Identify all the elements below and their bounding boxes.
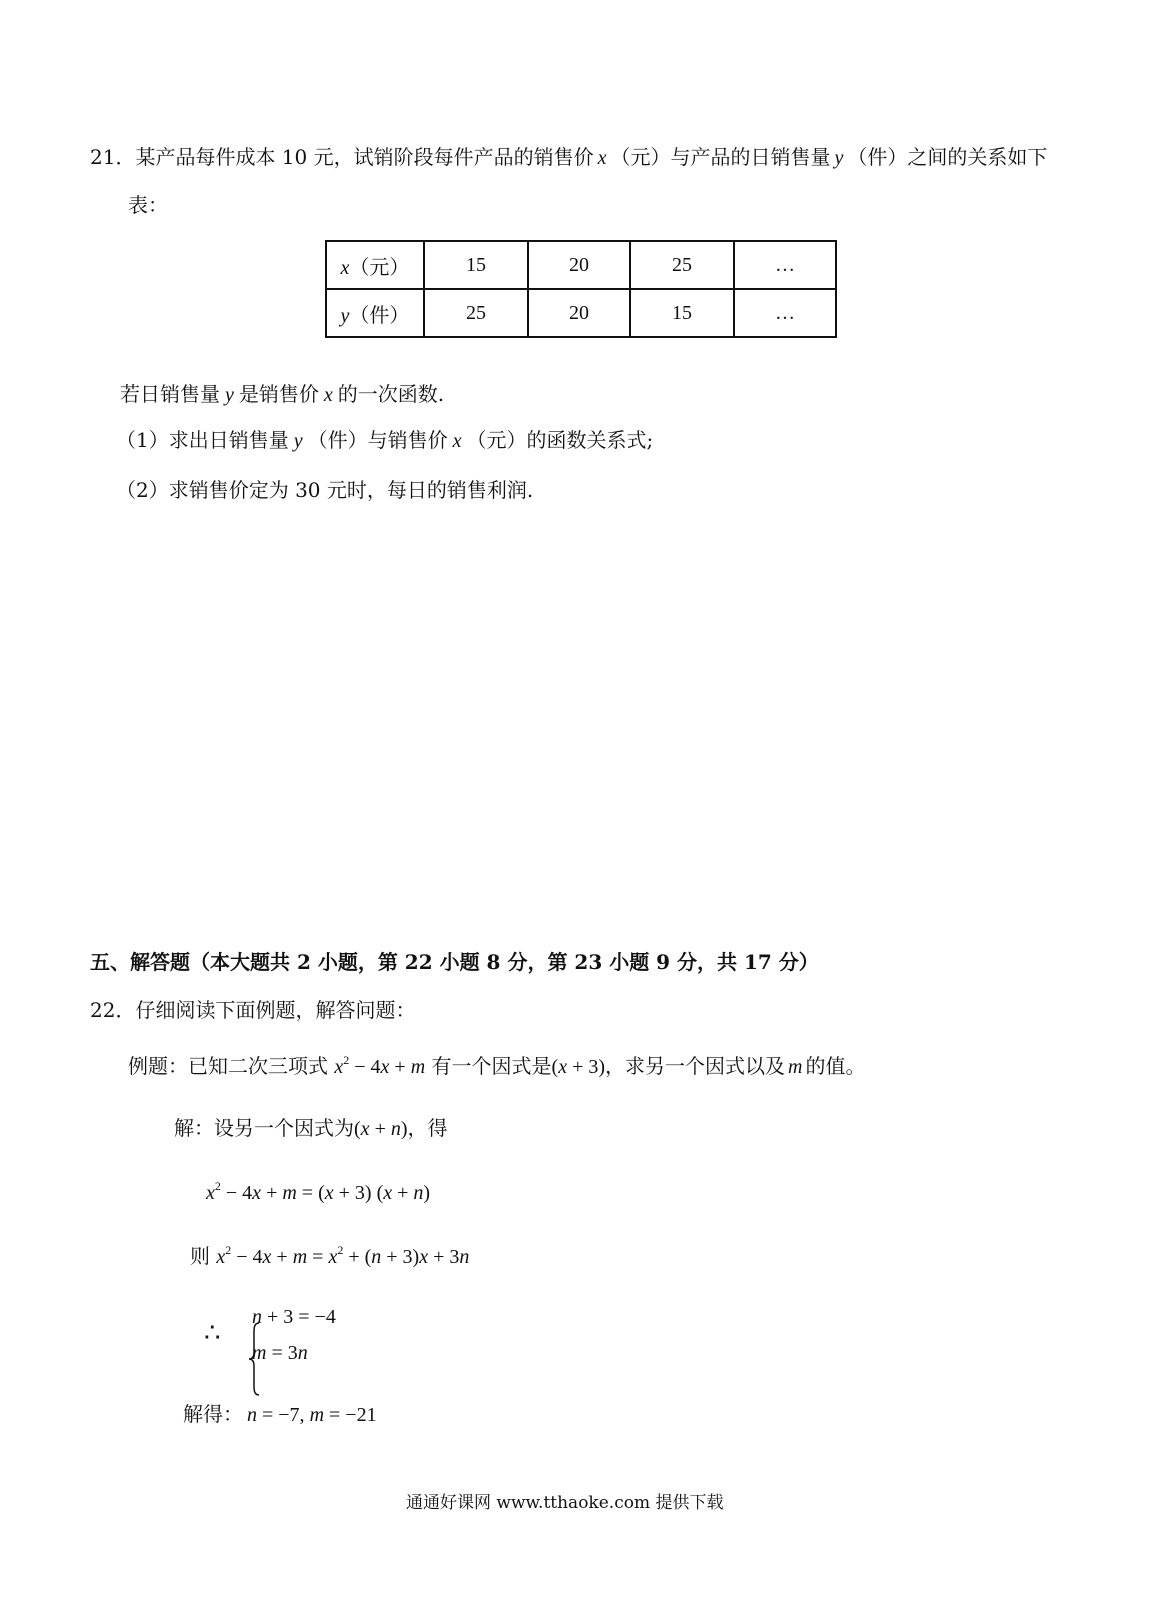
table-cell: … xyxy=(734,289,836,337)
q21-part2: （2）求销售价定为 30 元时，每日的销售利润. xyxy=(116,478,534,502)
table-row xyxy=(326,241,836,289)
q22-solution-line: 解：设另一个因式为(x + n)，得 xyxy=(174,1116,448,1140)
formula-factorization: $x^2 - 4x + m = (x + 3) (x + n)$ xyxy=(206,1179,431,1204)
table-header-y: y（件） xyxy=(326,289,424,337)
q21-part1: （1）求出日销售量 y （件）与销售价 x （元）的函数关系式; xyxy=(116,428,654,452)
q22-example: 例题：已知二次三项式 $x^2 - 4x + m$ 有一个因式是(x + 3)，求另一个因式以及 m 的值。 xyxy=(128,1053,866,1078)
table-cell: 25 xyxy=(630,241,734,289)
table-cell: 15 xyxy=(630,289,734,337)
formula-system-eq1: n + 3 = −4 xyxy=(252,1306,336,1328)
q21-line2: 表： xyxy=(128,193,168,217)
price-sales-table xyxy=(325,240,837,338)
table-cell: 20 xyxy=(528,241,630,289)
q21-condition: 若日销售量 y 是销售价 x 的一次函数. xyxy=(120,382,445,406)
q21-number: 21． xyxy=(90,145,136,169)
table-cell: 20 xyxy=(528,289,630,337)
section-heading: 五、解答题（本大题共 2 小题，第 22 小题 8 分，第 23 小题 9 分，共 17 分） xyxy=(90,950,819,974)
formula-expanded: 则 $x^2 - 4x + m = x^2 + (n + 3)x + 3n$ xyxy=(190,1243,470,1268)
formula-poly: $x^2$ xyxy=(334,1053,350,1078)
table-cell: … xyxy=(734,241,836,289)
table-cell: 25 xyxy=(424,289,528,337)
q21-text-a: 某产品每件成本 10 元，试销阶段每件产品的销售价 xyxy=(135,145,594,169)
formula-system-eq2: m = 3n xyxy=(252,1342,308,1364)
footer-text: 通通好课网 www.tthaoke.com 提供下载 xyxy=(406,1493,724,1513)
therefore-symbol: ∴ xyxy=(204,1318,221,1348)
table-row xyxy=(326,289,836,337)
table-header-x: x（元） xyxy=(326,241,424,289)
q21-text-b: （元）与产品的日销售量 xyxy=(610,145,831,169)
formula-result: 解得： n = −7, m = −21 xyxy=(183,1402,377,1426)
q22-number: 22． xyxy=(90,998,136,1022)
var-y: y xyxy=(834,147,844,169)
q22-intro: 22．仔细阅读下面例题，解答问题： xyxy=(90,998,416,1022)
table-cell: 15 xyxy=(424,241,528,289)
q21-text-c: （件）之间的关系如下 xyxy=(847,145,1048,169)
var-x: x xyxy=(597,147,607,169)
q21-line1 xyxy=(90,145,1047,170)
